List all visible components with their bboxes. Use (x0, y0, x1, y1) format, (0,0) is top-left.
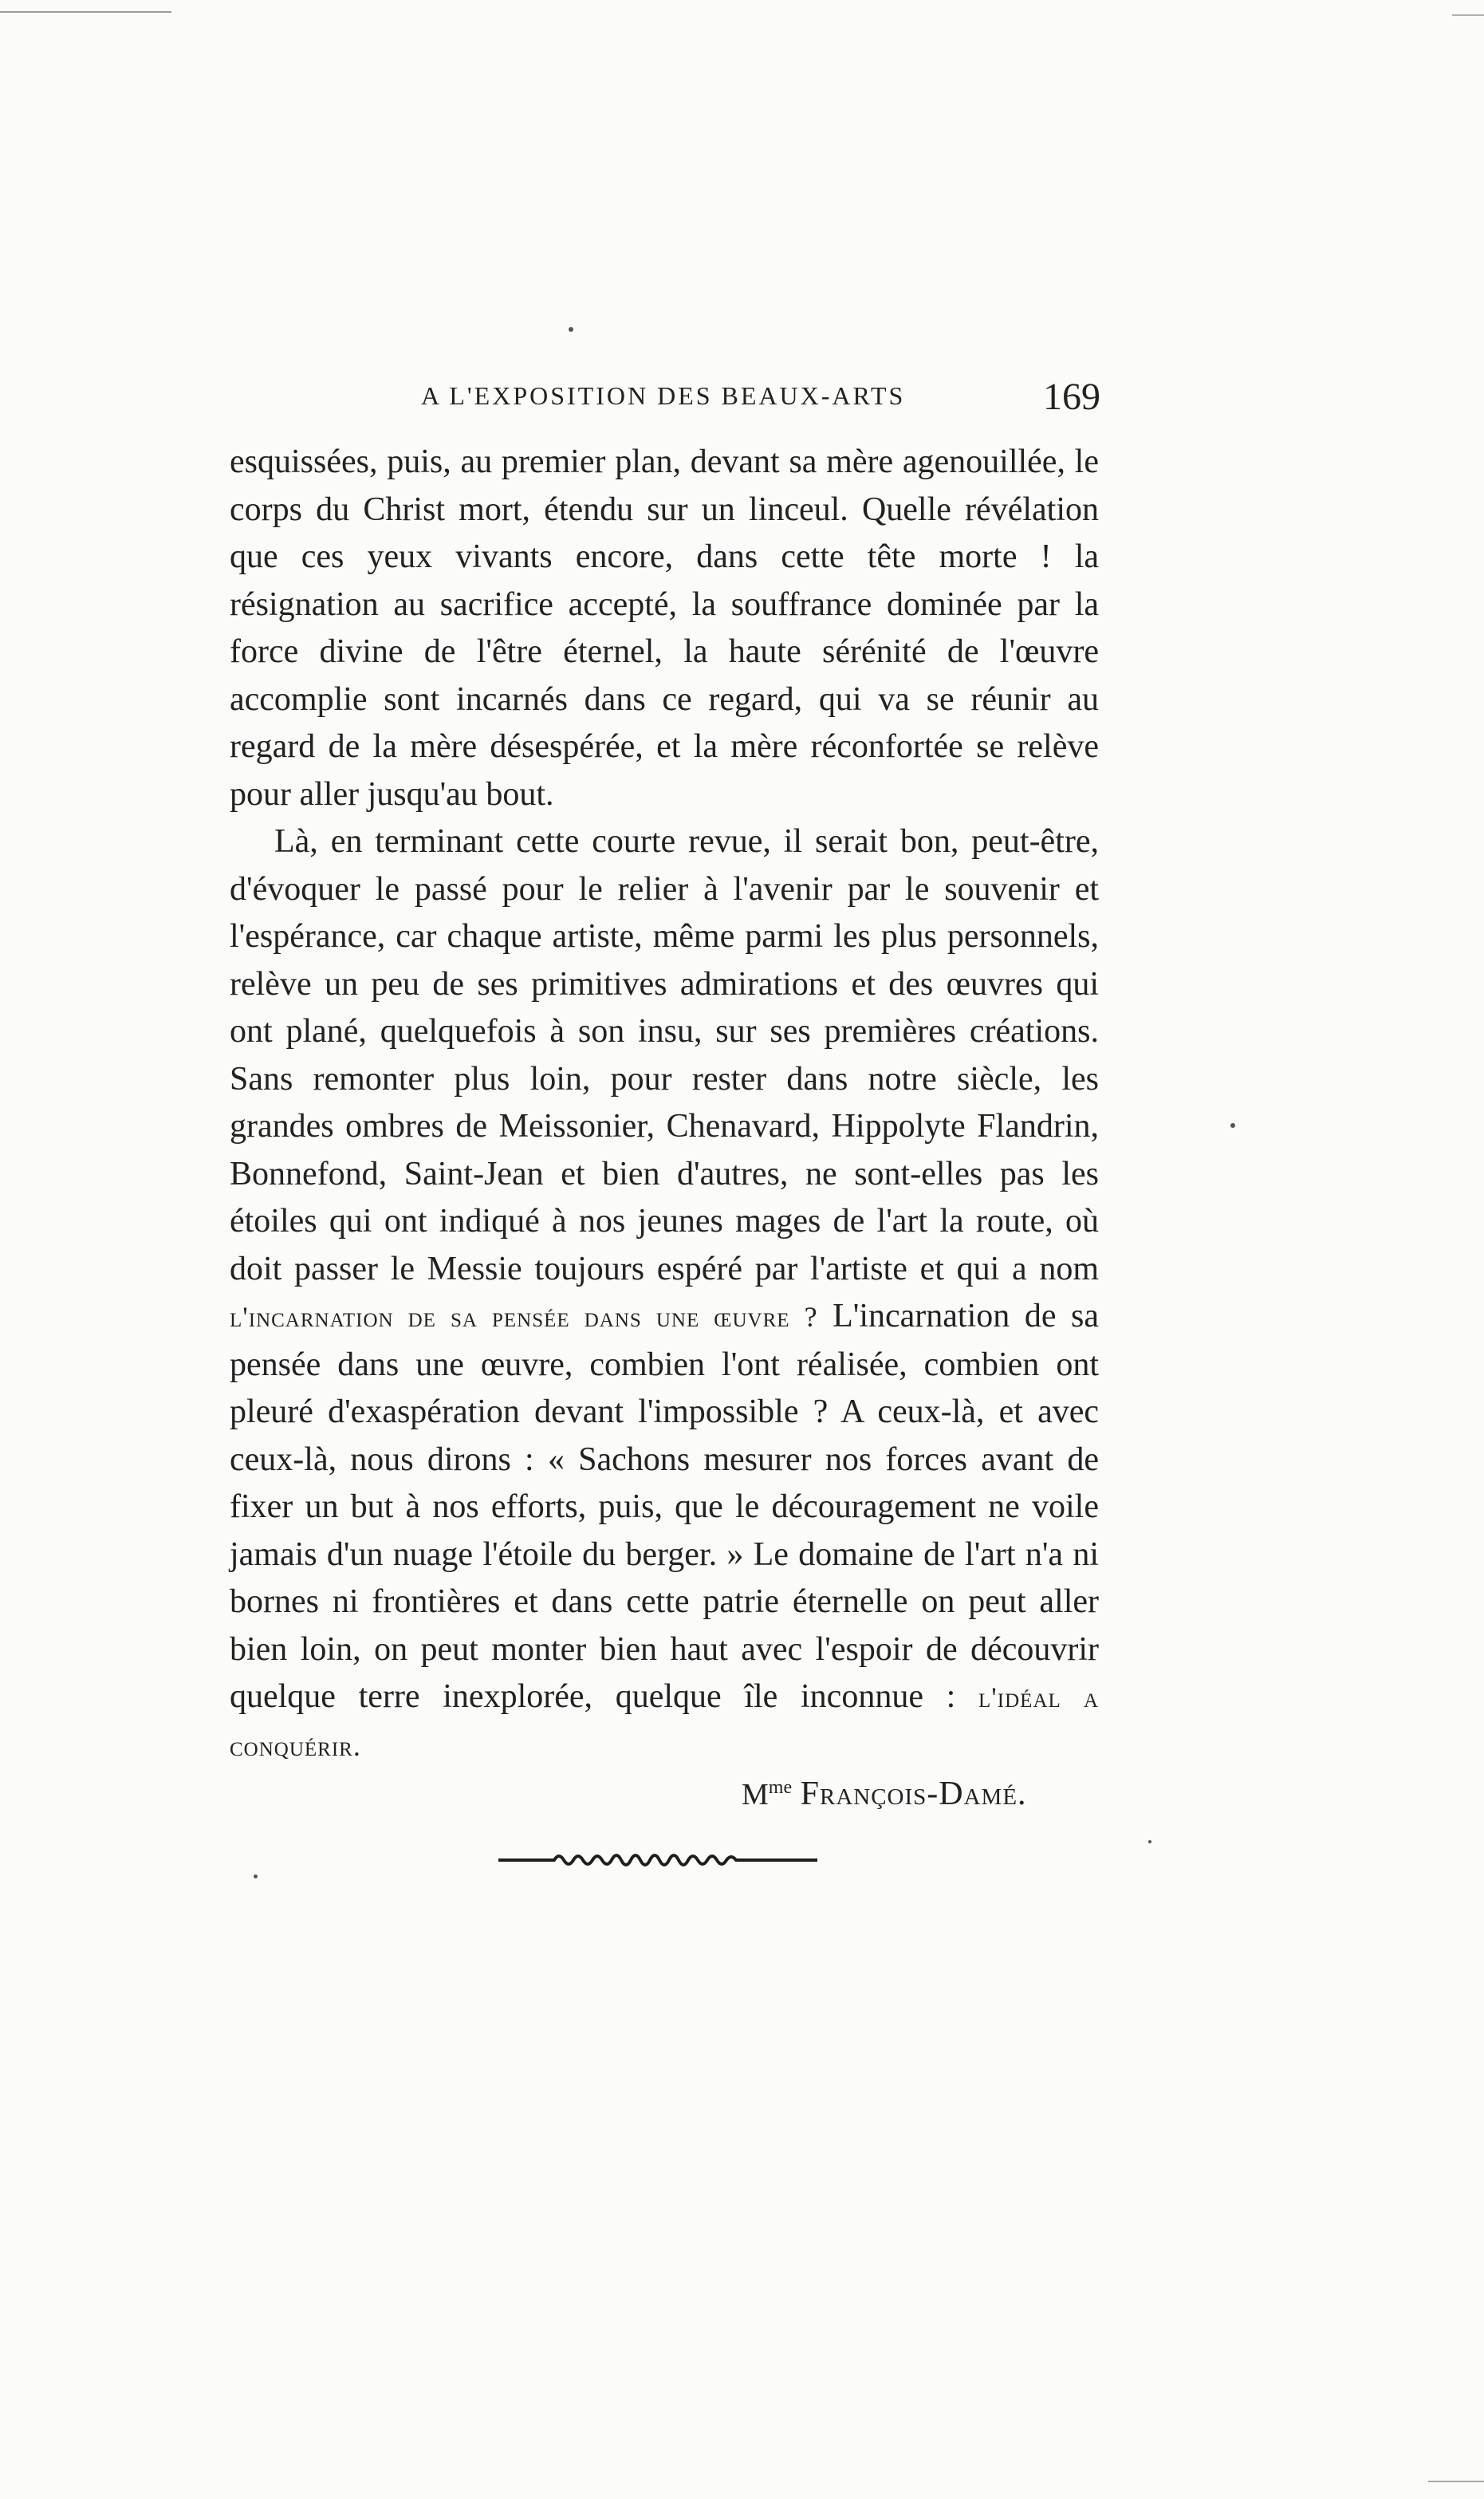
running-head-title: A L'EXPOSITION DES BEAUX-ARTS (421, 381, 906, 410)
tailpiece-stroke (498, 1855, 817, 1865)
signature-prefix: M (742, 1778, 769, 1811)
author-signature (742, 1775, 1108, 1813)
running-head (231, 375, 1100, 431)
paragraph-2 (230, 818, 1099, 1770)
scan-edge-line-top-right (1452, 14, 1484, 16)
wavy-tailpiece-ornament (498, 1849, 817, 1870)
paragraph-2-smallcaps-b: l'idéal a conquérir. (230, 1681, 1100, 1762)
signature-name: François-Damé. (800, 1776, 1027, 1812)
scan-edge-line-top-left (0, 11, 171, 13)
ink-speck (254, 1874, 258, 1878)
page-number: 169 (1043, 376, 1100, 418)
paragraph-1: esquissées, puis, au premier plan, devant sa mère agenouillée, le corps du Christ mort, étendu sur un linceul. Quelle révélation que ces yeux vivants encore, dans cette tête morte ! la résignation au sacrifice accepté, la souffrance dominée par la force divine de l'être éternel, la haute sérénité de l'œuvre accomplie sont incarnés dans ce regard, qui va se réunir au regard de la mère désespérée, et la mère réconfortée se relève pour aller jusqu'au bout. (230, 443, 1099, 813)
signature-prefix-sup: me (768, 1777, 793, 1798)
paragraph-2-text-a: Là, en terminant cette courte revue, il serait bon, peut-être, d'évoquer le passé pour le relier à l'avenir par le souvenir et l'espérance, car chaque artiste, même parmi les plus personnels, relève un peu de ses primitives admirations et des œuvres qui ont plané, quelquefois à son insu, sur ses premières créations. Sans remonter plus loin, pour rester dans notre siècle, les grandes ombres de Meissonier, Chenavard, Hippolyte Flandrin, Bonnefond, Saint-Jean et bien d'autres, ne sont-elles pas les étoiles qui ont indiqué à nos jeunes mages de l'art la route, où doit passer le Messie toujours espéré par l'artiste et qui a nom (230, 823, 1099, 1287)
paragraph-2-text-b: L'incarnation de sa pensée dans une œuvre, combien l'ont réalisée, combien ont pleuré d'exaspération devant l'impossible ? A ceux-là, et avec ceux-là, nous dirons : « Sachons mesurer nos forces avant de fixer un but à nos efforts, puis, que le découragement ne voile jamais d'un nuage l'étoile du berger. » Le domaine de l'art n'a ni bornes ni frontières et dans cette patrie éternelle on peut aller bien loin, on peut monter bien haut avec l'espoir de découvrir quelque terre inexplorée, quelque île inconnue : (230, 1298, 1099, 1715)
ink-speck (1148, 1840, 1151, 1843)
scan-edge-line-bottom-right (1428, 2481, 1484, 2482)
body-text (230, 439, 1099, 1770)
ink-speck (569, 327, 573, 332)
paragraph-2-smallcaps-a: l'incarnation de sa pensée dans une œuvre ? (230, 1301, 818, 1333)
ink-speck (1230, 1123, 1235, 1128)
